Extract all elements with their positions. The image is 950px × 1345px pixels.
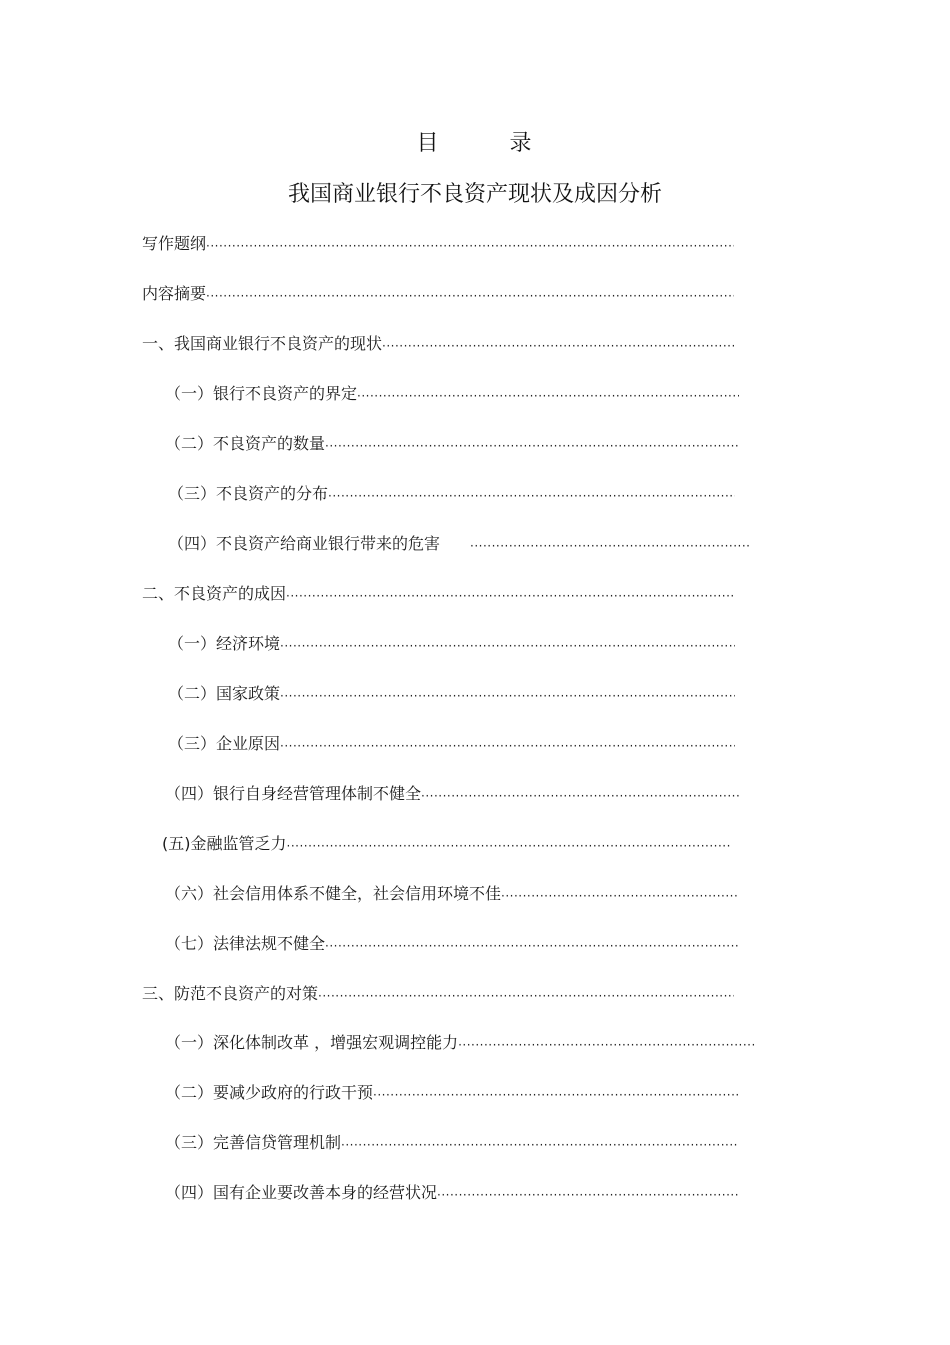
toc-entry[interactable] <box>165 1131 739 1153</box>
toc-entry[interactable] <box>165 432 739 454</box>
toc-entry[interactable] <box>165 1031 756 1053</box>
toc-entry[interactable] <box>142 582 734 604</box>
toc-entry[interactable] <box>168 532 749 554</box>
toc-entry[interactable] <box>168 632 735 654</box>
dot-leader <box>206 288 734 304</box>
toc-entry[interactable] <box>142 232 734 254</box>
toc-entry-title: (五)金融监管乏力 <box>162 834 287 853</box>
dot-leader <box>286 588 734 604</box>
dot-leader <box>437 1187 739 1203</box>
dot-leader <box>280 688 735 704</box>
dot-leader <box>357 388 739 404</box>
toc-entry-title: 写作题纲 <box>142 234 207 253</box>
toc-entry-title: 三、防范不良资产的对策 <box>142 984 319 1003</box>
dot-leader <box>328 488 735 504</box>
dot-leader <box>206 238 734 254</box>
toc-entry[interactable] <box>165 382 739 404</box>
toc-entry-title: （三）完善信贷管理机制 <box>165 1133 342 1152</box>
dot-leader <box>421 788 739 804</box>
dot-leader <box>341 1137 739 1153</box>
toc-entry[interactable] <box>165 782 739 804</box>
document-subtitle: 我国商业银行不良资产现状及成因分析 <box>287 182 662 207</box>
toc-entry-title: （四）银行自身经营管理体制不健全 <box>165 784 422 803</box>
toc-entry-title: 二、不良资产的成因 <box>142 584 287 603</box>
dot-leader <box>280 638 735 654</box>
toc-entry-title: （二）不良资产的数量 <box>165 434 326 453</box>
toc-entry-title: 一、我国商业银行不良资产的现状 <box>142 334 383 353</box>
dot-leader <box>325 938 739 954</box>
toc-entry-title: （三）企业原因 <box>168 734 281 753</box>
toc-entry[interactable] <box>162 832 730 854</box>
toc-entry[interactable] <box>142 282 734 304</box>
toc-entry[interactable] <box>165 1081 739 1103</box>
dot-leader <box>287 838 731 854</box>
toc-entry-title: （三）不良资产的分布 <box>168 484 329 503</box>
toc-entry-title: 内容摘要 <box>142 284 207 303</box>
toc-entry[interactable] <box>165 1181 739 1203</box>
toc-entry-title: （二）国家政策 <box>168 684 281 703</box>
dot-leader <box>280 738 735 754</box>
dot-leader <box>501 888 739 904</box>
page-title: 目 录 <box>416 131 534 156</box>
toc-entry[interactable] <box>165 882 739 904</box>
toc-entry-title: （七）法律法规不健全 <box>165 934 326 953</box>
dot-leader <box>382 338 734 354</box>
dot-leader <box>325 438 739 454</box>
toc-entry-title: （四）不良资产给商业银行带来的危害 <box>168 534 441 553</box>
toc-entry-title: （四）国有企业要改善本身的经营状况 <box>165 1183 438 1202</box>
toc-entry[interactable] <box>142 332 734 354</box>
toc-entry-title: （六）社会信用体系不健全，社会信用环境不佳 <box>165 884 502 903</box>
toc-entry-title: （一）银行不良资产的界定 <box>165 384 358 403</box>
dot-leader <box>458 1037 756 1053</box>
dot-leader <box>373 1087 739 1103</box>
toc-entry-title: （二）要减少政府的行政干预 <box>165 1083 374 1102</box>
toc-entry[interactable] <box>168 732 735 754</box>
toc-entry-title: （一）深化体制改革 ，增强宏观调控能力 <box>165 1033 459 1052</box>
toc-entry-title: （一）经济环境 <box>168 634 281 653</box>
dot-leader <box>318 988 734 1004</box>
toc-entry[interactable] <box>165 932 739 954</box>
dot-leader <box>470 538 749 554</box>
toc-entry[interactable] <box>142 982 734 1004</box>
toc-entry[interactable] <box>168 482 735 504</box>
toc-entry[interactable] <box>168 682 735 704</box>
